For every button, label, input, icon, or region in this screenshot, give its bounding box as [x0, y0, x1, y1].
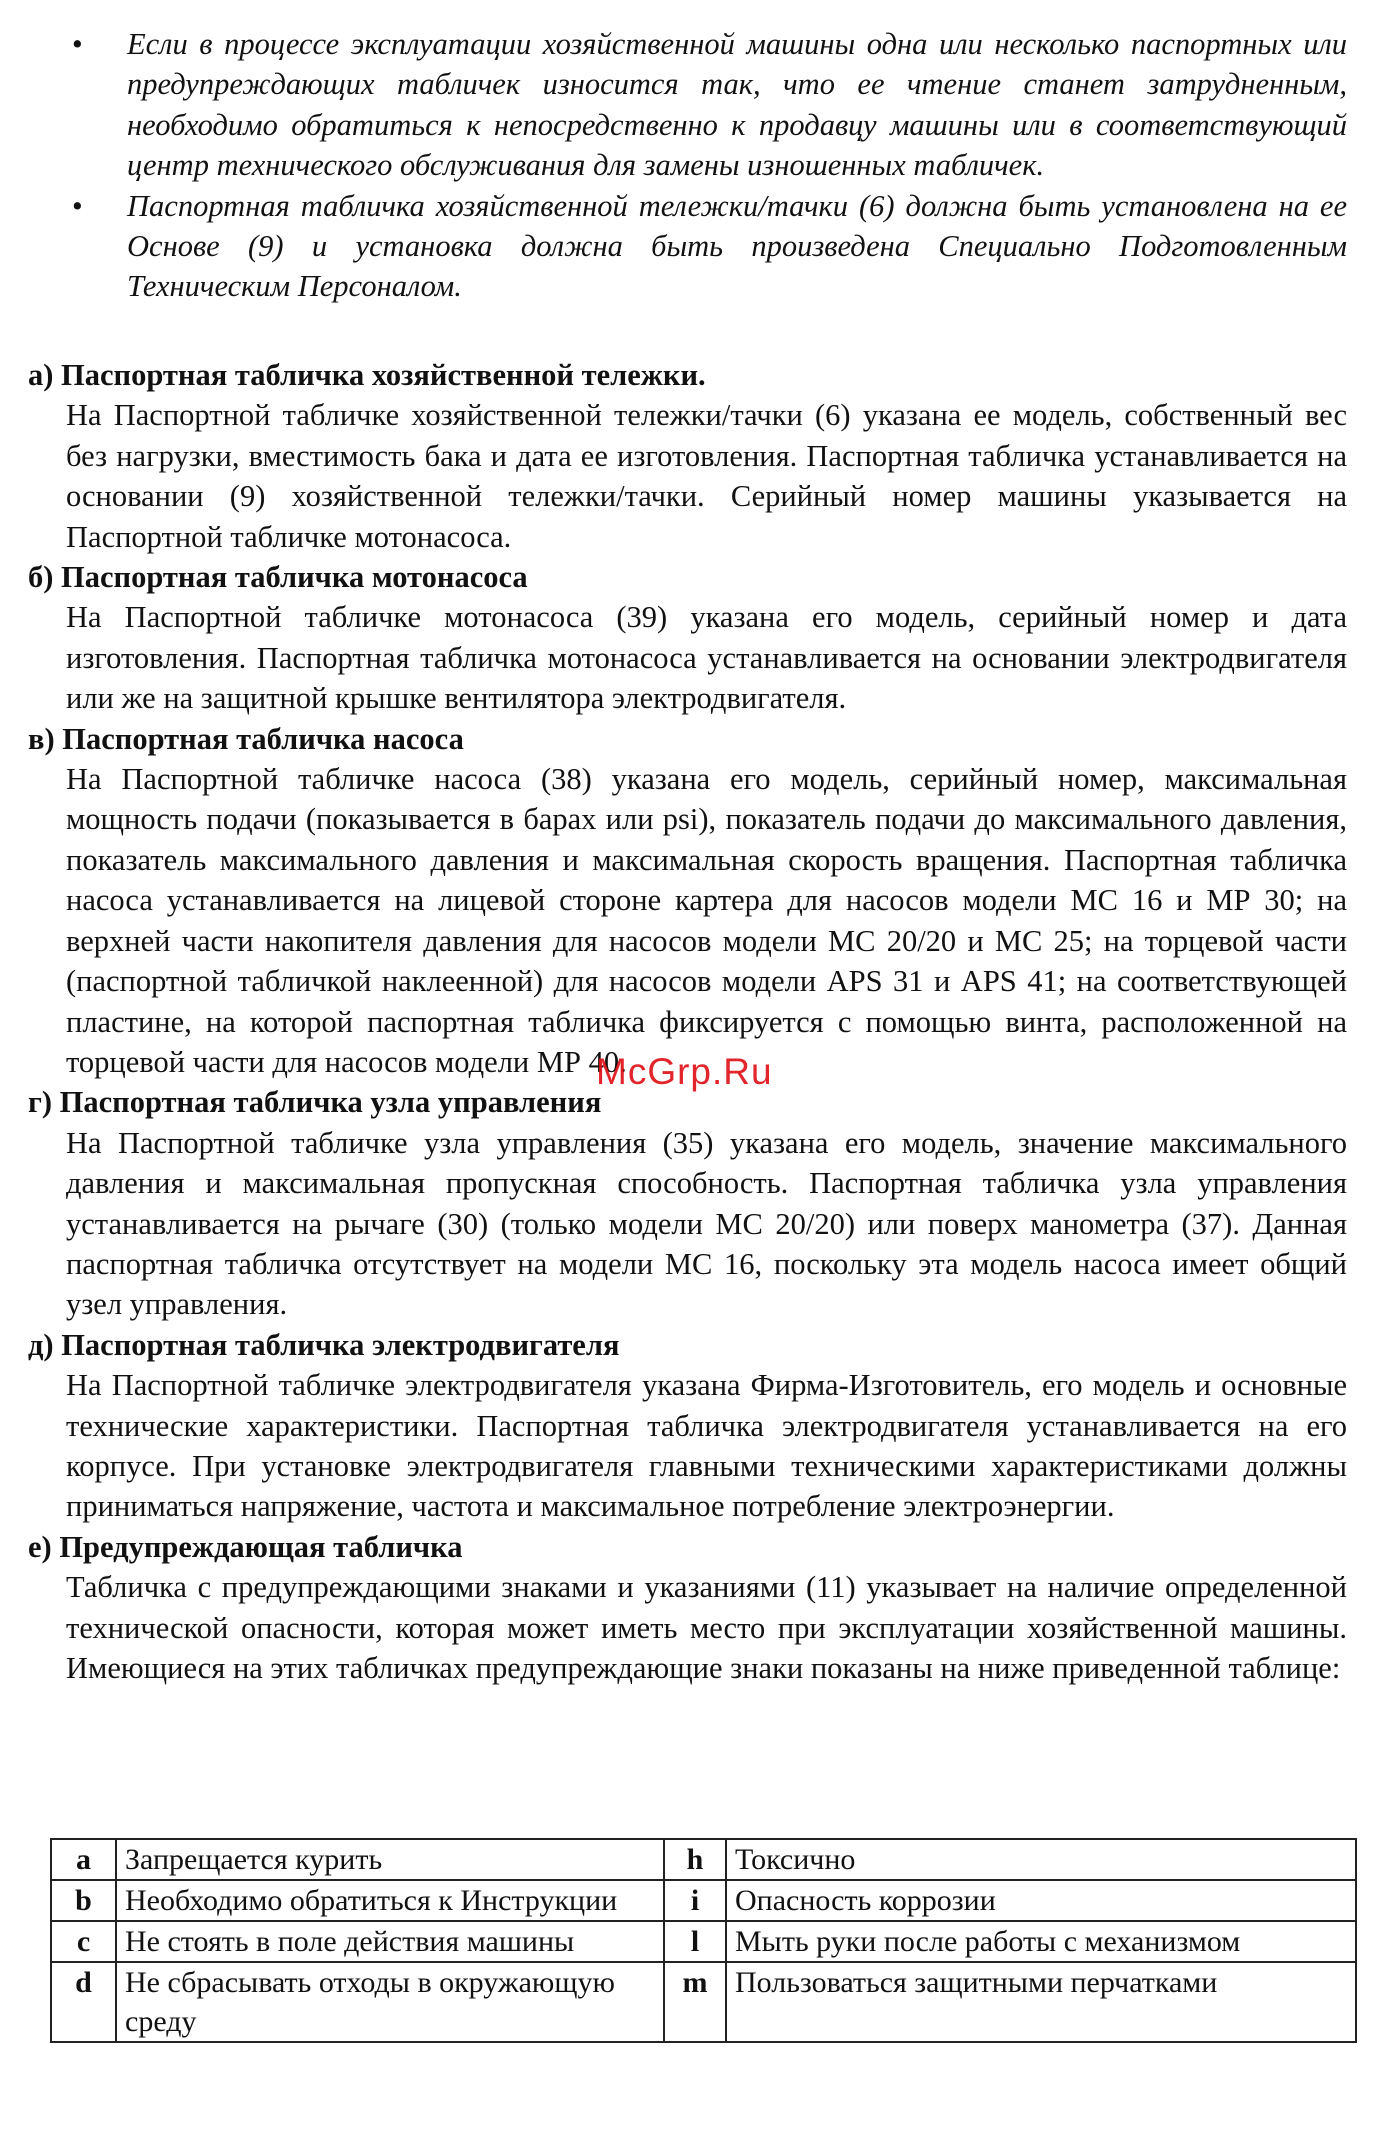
sign-key: c — [51, 1921, 116, 1962]
sign-key: i — [664, 1880, 726, 1921]
section-electric-motor-plate — [0, 1325, 1395, 1527]
section-body: На Паспортной табличке мотонасоса (39) указана его модель, серийный номер и дата изготовления. Паспортная табличка мотонасоса устанавливается на основании электродвигателя или же на защитной крышке вентилятора электродвигателя. — [66, 600, 1347, 716]
sign-description: Не стоять в поле действия машины — [116, 1921, 664, 1962]
sign-key: l — [664, 1921, 726, 1962]
sign-description: Не сбрасывать отходы в окружающую среду — [116, 1962, 664, 2042]
sign-key: m — [664, 1962, 726, 2042]
section-warning-plate — [0, 1527, 1395, 1689]
bullet-list — [0, 24, 1395, 307]
bullet-dot: • — [72, 27, 83, 61]
table-row — [51, 1962, 1356, 2042]
bullet-item — [72, 24, 1347, 186]
section-body: Табличка с предупреждающими знаками и указаниями (11) указывает на наличие определенной технической опасности, которая может иметь место при эксплуатации хозяйственной машины. Имеющиеся на этих табличках предупреждающие знаки показаны на ниже приведенной таблице: — [66, 1570, 1347, 1685]
sign-description: Пользоваться защитными перчатками — [726, 1962, 1356, 2042]
sections — [0, 355, 1395, 1688]
section-body: На Паспортной табличке хозяйственной тележки/тачки (6) указана ее модель, собственный вес без нагрузки, вместимость бака и дата ее изготовления. Паспортная табличка устанавливается на основании (9) хозяйственной тележки/тачки. Серийный номер машины указывается на Паспортной табличке мотонасоса. — [66, 398, 1347, 554]
bullet-text: Паспортная табличка хозяйственной тележки/тачки (6) должна быть установлена на ее Основе (9) и установка должна быть произведена Специально Подготовленным Техническим Персоналом. — [127, 188, 1347, 304]
watermark: McGrp.Ru — [596, 1051, 773, 1092]
section-body: На Паспортной табличке насоса (38) указана его модель, серийный номер, максимальная мощность подачи (показывается в барах или psi), показатель подачи до максимального давления, показатель максимального давления и максимальная скорость вращения. Паспортная табличка насоса устанавливается на лицевой стороне картера для насосов модели МС 16 и МР 30; на верхней части накопителя давления для насосов модели МС 20/20 и МС 25; на торцевой части (паспортной табличкой наклеенной) для насосов модели APS 31 и APS 41; на соответствующей пластине, на которой паспортная табличка фиксируется с помощью винта, расположенной на торцевой части для насосов модели МР 40. — [66, 762, 1347, 1079]
bullet-text: Если в процессе эксплуатации хозяйственной машины одна или несколько паспортных или предупреждающих табличек износится так, что ее чтение станет затрудненным, необходимо обратиться к непосредственно к продавцу машины или в соответствующий центр технического обслуживания для замены изношенных табличек. — [127, 27, 1347, 183]
section-pump-plate — [0, 719, 1395, 1083]
section-motor-pump-plate — [0, 557, 1395, 719]
section-body: На Паспортной табличке электродвигателя указана Фирма-Изготовитель, его модель и основные технические характеристики. Паспортная табличка электродвигателя устанавливается на его корпусе. При установке электродвигателя главными техническими характеристиками должны приниматься напряжение, частота и максимальное потребление электроэнергии. — [66, 1368, 1347, 1524]
section-heading: в) Паспортная табличка насоса — [28, 721, 464, 756]
sign-description: Запрещается курить — [116, 1839, 664, 1880]
sign-description: Токсично — [726, 1839, 1356, 1880]
section-heading: д) Паспортная табличка электродвигателя — [28, 1327, 620, 1362]
section-body: На Паспортной табличке узла управления (35) указана его модель, значение максимального давления и максимальная пропускная способность. Паспортная табличка узла управления устанавливается на рычаге (30) (только модели МС 20/20) или поверх манометра (37). Данная паспортная табличка отсутствует на модели МС 16, поскольку эта модель насоса имеет общий узел управления. — [66, 1125, 1347, 1322]
section-heading: е) Предупреждающая табличка — [28, 1529, 463, 1564]
section-heading: г) Паспортная табличка узла управления — [28, 1085, 602, 1120]
sign-description: Необходимо обратиться к Инструкции — [116, 1880, 664, 1921]
table-row — [51, 1880, 1356, 1921]
section-control-unit-plate — [0, 1082, 1395, 1324]
warning-signs-table — [50, 1838, 1357, 2043]
sign-key: b — [51, 1880, 116, 1921]
bullet-dot: • — [72, 188, 83, 223]
sign-description: Опасность коррозии — [726, 1880, 1356, 1921]
sign-description: Мыть руки после работы с механизмом — [726, 1921, 1356, 1962]
sign-key: d — [51, 1962, 116, 2042]
bullet-item — [72, 186, 1347, 307]
section-heading: а) Паспортная табличка хозяйственной тележки. — [28, 358, 706, 392]
table-row — [51, 1921, 1356, 1962]
sign-key: a — [51, 1839, 116, 1880]
section-heading: б) Паспортная табличка мотонасоса — [28, 560, 528, 595]
section-cart-plate — [0, 355, 1395, 557]
sign-key: h — [664, 1839, 726, 1880]
table-row — [51, 1839, 1356, 1880]
